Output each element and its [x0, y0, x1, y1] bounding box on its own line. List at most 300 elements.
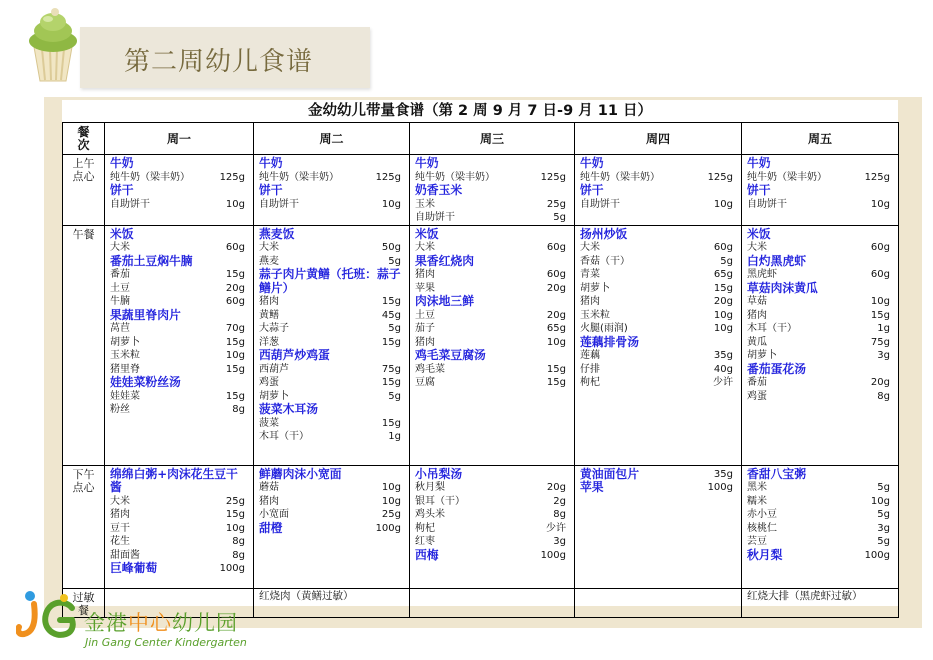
- ingredient-name: 猪肉: [259, 495, 279, 507]
- school-name: 金港中心幼儿园: [84, 611, 238, 635]
- ingredient-amount: 15g: [381, 417, 401, 429]
- ingredient-line: [259, 241, 401, 255]
- menu-cell: [254, 225, 410, 465]
- dish-line: [259, 184, 401, 198]
- dish-name: 秋月梨: [747, 547, 783, 562]
- ingredient-name: 土豆: [415, 309, 435, 321]
- ingredient-line: [110, 336, 245, 350]
- ingredient-name: 胡萝卜: [259, 390, 289, 402]
- dish-line: [259, 522, 401, 536]
- ingredient-name: 玉米: [415, 198, 435, 210]
- dish-line: [110, 309, 245, 323]
- ingredient-name: 洋葱: [259, 336, 279, 348]
- ingredient-name: 莴苣: [110, 323, 130, 334]
- ingredient-amount: 60g: [870, 242, 890, 253]
- dish-line: [110, 468, 245, 495]
- menu-sheet: [62, 100, 898, 617]
- dish-line: [110, 157, 245, 171]
- ingredient-line: [415, 508, 566, 522]
- dish-name: 绵绵白粥+肉沫花生豆干酱: [110, 466, 238, 494]
- school-english-name: Jin Gang Center Kindergarten: [85, 636, 247, 649]
- dish-line: [259, 468, 401, 482]
- ingredient-name: 小宽面: [259, 509, 289, 520]
- ingredient-name: 大米: [110, 242, 130, 253]
- ingredient-name: 豆干: [110, 522, 130, 534]
- ingredient-amount: 5g: [553, 212, 566, 223]
- ingredient-name: 猪肉: [415, 336, 435, 348]
- ingredient-amount: 10g: [870, 495, 890, 507]
- ingredient-amount: 125g: [540, 171, 566, 183]
- dish-line: [259, 403, 401, 417]
- meal-row-morning-snack: [63, 155, 899, 226]
- ingredient-name: 红枣: [415, 536, 435, 547]
- ingredient-amount: 35g: [713, 468, 733, 480]
- ingredient-name: 胡萝卜: [747, 350, 777, 361]
- ingredient-line: [110, 403, 245, 417]
- ingredient-amount: 15g: [225, 509, 245, 520]
- ingredient-line: [415, 481, 566, 495]
- menu-cell: [742, 465, 899, 588]
- dish-name: 白灼黑虎虾: [747, 253, 806, 268]
- dish-name: 菠菜木耳汤: [259, 402, 318, 416]
- ingredient-amount: 20g: [225, 282, 245, 294]
- dish-line: [259, 228, 401, 242]
- dish-name: 肉沫地三鲜: [415, 294, 474, 308]
- ingredient-amount: 10g: [713, 198, 733, 210]
- page-title: 第二周幼儿食谱: [124, 47, 314, 77]
- allergy-cell: 红烧肉（黄鳝过敏）: [254, 588, 410, 617]
- dish-line: [747, 468, 890, 482]
- ingredient-name: 自助饼干: [259, 198, 299, 210]
- ingredient-name: 猪肉: [747, 309, 767, 321]
- ingredient-name: 茄子: [415, 323, 435, 334]
- ingredient-name: 猪肉: [110, 509, 130, 520]
- dish-line: [580, 481, 733, 495]
- dish-name: 鲜蘑肉沫小宽面: [259, 466, 342, 481]
- ingredient-line: [580, 322, 733, 336]
- ingredient-name: 枸杞: [580, 377, 600, 388]
- ingredient-amount: 10g: [870, 296, 890, 307]
- dish-line: [580, 468, 733, 482]
- meal-label: 午餐: [63, 225, 105, 465]
- ingredient-amount: 1g: [388, 431, 401, 442]
- ingredient-amount: 15g: [225, 336, 245, 348]
- dish-name: 饼干: [747, 183, 771, 197]
- ingredient-amount: 125g: [707, 171, 733, 183]
- dish-line: [580, 184, 733, 198]
- dish-name: 苹果: [580, 480, 604, 494]
- ingredient-amount: 5g: [877, 509, 890, 520]
- ingredient-amount: 25g: [381, 509, 401, 520]
- ingredient-name: 豆腐: [415, 377, 435, 388]
- allergy-cell: [410, 588, 575, 617]
- ingredient-amount: 15g: [870, 309, 890, 321]
- ingredient-name: 纯牛奶（梁丰奶）: [747, 171, 827, 183]
- ingredient-amount: 15g: [546, 363, 566, 375]
- ingredient-line: [580, 241, 733, 255]
- dish-line: [415, 157, 566, 171]
- dish-name: 扬州炒饭: [580, 226, 628, 241]
- ingredient-name: 苹果: [415, 282, 435, 294]
- ingredient-line: [110, 363, 245, 377]
- ingredient-name: 青菜: [580, 269, 600, 280]
- ingredient-line: [415, 309, 566, 323]
- ingredient-name: 蘑菇: [259, 482, 279, 493]
- ingredient-name: 莲藕: [580, 350, 600, 361]
- ingredient-amount: 75g: [381, 363, 401, 375]
- ingredient-amount: 3g: [877, 350, 890, 361]
- ingredient-line: [580, 295, 733, 309]
- ingredient-name: 粉丝: [110, 404, 130, 415]
- ingredient-amount: 10g: [381, 482, 401, 493]
- dish-name: 米饭: [415, 226, 439, 241]
- ingredient-name: 银耳（干）: [415, 495, 465, 507]
- ingredient-line: [259, 363, 401, 377]
- ingredient-name: 猪肉: [259, 296, 279, 307]
- allergy-cell: 红烧大排（黑虎虾过敏）: [742, 588, 899, 617]
- ingredient-line: [259, 198, 401, 212]
- ingredient-line: [747, 535, 890, 549]
- dish-line: [747, 549, 890, 563]
- ingredient-name: 纯牛奶（梁丰奶）: [110, 171, 190, 183]
- ingredient-name: 菠菜: [259, 417, 279, 429]
- dish-line: [415, 184, 566, 198]
- dish-name: 牛奶: [415, 156, 439, 170]
- ingredient-amount: 10g: [381, 495, 401, 507]
- ingredient-amount: 35g: [713, 350, 733, 361]
- ingredient-amount: 20g: [546, 482, 566, 493]
- ingredient-amount: 125g: [375, 171, 401, 183]
- day-header: 周三: [410, 123, 575, 155]
- ingredient-line: [110, 198, 245, 212]
- ingredient-line: [259, 295, 401, 309]
- dish-name: 牛奶: [580, 156, 604, 170]
- ingredient-name: 大米: [747, 242, 767, 253]
- dish-name: 西梅: [415, 547, 439, 562]
- dish-name: 番茄土豆焖牛腩: [110, 253, 193, 268]
- menu-cell: [105, 465, 254, 588]
- dish-name: 牛奶: [747, 156, 771, 170]
- ingredient-amount: 8g: [877, 390, 890, 402]
- ingredient-name: 猪肉: [415, 269, 435, 280]
- ingredient-name: 牛腩: [110, 296, 130, 307]
- ingredient-line: [747, 508, 890, 522]
- ingredient-line: [747, 198, 890, 212]
- ingredient-amount: 40g: [713, 363, 733, 375]
- ingredient-line: [580, 376, 733, 390]
- dish-name: 米饭: [747, 226, 771, 241]
- dish-line: [110, 228, 245, 242]
- ingredient-amount: 少许: [546, 522, 566, 534]
- dish-line: [110, 255, 245, 269]
- ingredient-name: 秋月梨: [415, 482, 445, 493]
- ingredient-amount: 100g: [707, 482, 733, 493]
- ingredient-name: 黄瓜: [747, 336, 767, 348]
- ingredient-name: 大米: [110, 495, 130, 507]
- ingredient-line: [747, 390, 890, 404]
- ingredient-name: 核桃仁: [747, 522, 777, 534]
- day-header: 周五: [742, 123, 899, 155]
- ingredient-line: [259, 430, 401, 444]
- ingredient-name: 仔排: [580, 363, 600, 375]
- cupcake-icon: [24, 3, 82, 83]
- ingredient-line: [259, 390, 401, 404]
- dish-line: [415, 228, 566, 242]
- ingredient-line: [259, 322, 401, 336]
- ingredient-amount: 100g: [219, 563, 245, 574]
- dish-name: 西葫芦炒鸡蛋: [259, 348, 330, 362]
- ingredient-name: 赤小豆: [747, 509, 777, 520]
- dish-name: 果香红烧肉: [415, 253, 474, 268]
- ingredient-amount: 100g: [375, 522, 401, 534]
- dish-line: [747, 184, 890, 198]
- ingredient-amount: 45g: [381, 309, 401, 321]
- ingredient-name: 鸡蛋: [747, 390, 767, 402]
- dish-name: 番茄蛋花汤: [747, 361, 806, 376]
- dish-name: 小吊梨汤: [415, 466, 463, 481]
- ingredient-line: [415, 363, 566, 377]
- ingredient-amount: 60g: [225, 296, 245, 307]
- ingredient-amount: 10g: [225, 350, 245, 361]
- ingredient-line: [110, 495, 245, 509]
- dish-name: 草菇肉沫黄瓜: [747, 280, 818, 295]
- ingredient-amount: 5g: [877, 536, 890, 547]
- header-row: [63, 123, 899, 155]
- ingredient-line: [110, 282, 245, 296]
- ingredient-line: [415, 322, 566, 336]
- ingredient-line: [747, 241, 890, 255]
- menu-cell: [742, 225, 899, 465]
- menu-table-title: 金幼幼儿带量食谱（第 2 周 9 月 7 日-9 月 11 日）: [308, 103, 652, 119]
- ingredient-amount: 10g: [713, 323, 733, 334]
- ingredient-amount: 20g: [546, 309, 566, 321]
- ingredient-amount: 15g: [225, 363, 245, 375]
- dish-line: [259, 349, 401, 363]
- ingredient-name: 自助饼干: [747, 198, 787, 210]
- ingredient-amount: 60g: [546, 269, 566, 280]
- ingredient-name: 自助饼干: [415, 212, 455, 223]
- ingredient-line: [580, 268, 733, 282]
- ingredient-name: 土豆: [110, 282, 130, 294]
- ingredient-name: 娃娃菜: [110, 390, 140, 402]
- ingredient-line: [415, 376, 566, 390]
- ingredient-line: [415, 211, 566, 225]
- dish-name: 娃娃菜粉丝汤: [110, 375, 181, 389]
- ingredient-amount: 5g: [388, 323, 401, 334]
- ingredient-amount: 2g: [553, 495, 566, 507]
- day-header: 周一: [105, 123, 254, 155]
- title-banner: [80, 27, 370, 88]
- ingredient-amount: 60g: [713, 242, 733, 253]
- ingredient-name: 黑米: [747, 482, 767, 493]
- ingredient-amount: 15g: [381, 296, 401, 307]
- ingredient-amount: 10g: [870, 198, 890, 210]
- ingredient-amount: 3g: [877, 522, 890, 534]
- ingredient-name: 鸡头米: [415, 509, 445, 520]
- menu-cell: [105, 225, 254, 465]
- dish-line: [747, 228, 890, 242]
- jg-logo-icon: [16, 590, 80, 642]
- ingredient-amount: 20g: [870, 377, 890, 388]
- menu-cell: [742, 155, 899, 226]
- ingredient-line: [747, 322, 890, 336]
- menu-cell: [575, 155, 742, 226]
- ingredient-amount: 70g: [225, 323, 245, 334]
- ingredient-name: 番茄: [110, 269, 130, 280]
- dish-name: 牛奶: [110, 156, 134, 170]
- dish-line: [415, 349, 566, 363]
- ingredient-line: [415, 522, 566, 536]
- ingredient-amount: 50g: [381, 242, 401, 253]
- ingredient-name: 黄鳝: [259, 309, 279, 321]
- dish-name: 鸡毛菜豆腐汤: [415, 348, 486, 362]
- ingredient-amount: 125g: [864, 171, 890, 183]
- day-header: 周二: [254, 123, 410, 155]
- dish-name: 蒜子肉片黄鳝（托班：蒜子鳝片）: [259, 267, 401, 295]
- dish-line: [259, 268, 401, 295]
- ingredient-line: [415, 171, 566, 185]
- ingredient-amount: 25g: [546, 198, 566, 210]
- dish-line: [747, 282, 890, 296]
- dish-line: [259, 157, 401, 171]
- ingredient-amount: 10g: [546, 336, 566, 348]
- ingredient-line: [259, 309, 401, 323]
- ingredient-amount: 5g: [720, 255, 733, 267]
- ingredient-line: [747, 376, 890, 390]
- ingredient-amount: 125g: [219, 171, 245, 183]
- ingredient-name: 木耳（干）: [259, 431, 309, 442]
- dish-name: 巨峰葡萄: [110, 561, 158, 575]
- ingredient-name: 纯牛奶（梁丰奶）: [580, 171, 660, 183]
- ingredient-amount: 20g: [546, 282, 566, 294]
- dish-name: 香甜八宝粥: [747, 466, 806, 481]
- ingredient-line: [259, 376, 401, 390]
- dish-name: 饼干: [110, 183, 134, 197]
- ingredient-line: [415, 268, 566, 282]
- ingredient-amount: 8g: [553, 509, 566, 520]
- ingredient-amount: 5g: [388, 255, 401, 267]
- ingredient-name: 纯牛奶（梁丰奶）: [259, 171, 339, 183]
- ingredient-amount: 75g: [870, 336, 890, 348]
- ingredient-line: [110, 295, 245, 309]
- ingredient-name: 木耳（干）: [747, 323, 797, 334]
- dish-line: [747, 157, 890, 171]
- dish-line: [580, 157, 733, 171]
- ingredient-name: 火腿(雨润): [580, 323, 628, 334]
- ingredient-amount: 10g: [225, 198, 245, 210]
- ingredient-line: [747, 295, 890, 309]
- ingredient-amount: 8g: [232, 404, 245, 415]
- ingredient-amount: 100g: [864, 549, 890, 561]
- ingredient-line: [259, 336, 401, 350]
- ingredient-line: [110, 241, 245, 255]
- menu-cell: [105, 155, 254, 226]
- ingredient-amount: 15g: [381, 336, 401, 348]
- ingredient-amount: 5g: [877, 482, 890, 493]
- meal-row-afternoon-snack: [63, 465, 899, 588]
- dish-name: 黄油面包片: [580, 466, 639, 481]
- ingredient-amount: 少许: [713, 377, 733, 388]
- ingredient-name: 猪肉: [580, 296, 600, 307]
- ingredient-amount: 8g: [232, 549, 245, 561]
- ingredient-name: 大米: [415, 242, 435, 253]
- ingredient-name: 自助饼干: [110, 198, 150, 210]
- dish-line: [580, 228, 733, 242]
- ingredient-line: [580, 349, 733, 363]
- ingredient-line: [580, 255, 733, 269]
- ingredient-name: 枸杞: [415, 522, 435, 534]
- ingredient-line: [259, 508, 401, 522]
- ingredient-line: [580, 198, 733, 212]
- ingredient-line: [580, 309, 733, 323]
- ingredient-name: 猪里脊: [110, 363, 140, 375]
- ingredient-line: [110, 268, 245, 282]
- ingredient-line: [259, 495, 401, 509]
- ingredient-name: 大米: [259, 242, 279, 253]
- ingredient-amount: 60g: [870, 269, 890, 280]
- ingredient-name: 甜面酱: [110, 549, 140, 561]
- ingredient-amount: 15g: [225, 269, 245, 280]
- meal-label: 过敏餐: [63, 588, 105, 617]
- dish-name: 果蔬里脊肉片: [110, 307, 181, 322]
- ingredient-line: [259, 255, 401, 269]
- ingredient-line: [747, 336, 890, 350]
- ingredient-name: 大蒜子: [259, 323, 289, 334]
- ingredient-line: [110, 171, 245, 185]
- ingredient-line: [580, 282, 733, 296]
- ingredient-line: [747, 495, 890, 509]
- ingredient-amount: 65g: [713, 269, 733, 280]
- ingredient-name: 香菇（干）: [580, 255, 630, 267]
- dish-name: 莲藕排骨汤: [580, 334, 639, 349]
- ingredient-line: [110, 508, 245, 522]
- menu-cell: [410, 155, 575, 226]
- ingredient-name: 鸡毛菜: [415, 363, 445, 375]
- ingredient-name: 自助饼干: [580, 198, 620, 210]
- ingredient-name: 玉米粒: [110, 350, 140, 361]
- dish-line: [415, 468, 566, 482]
- ingredient-name: 番茄: [747, 377, 767, 388]
- ingredient-amount: 5g: [388, 390, 401, 402]
- ingredient-amount: 60g: [225, 242, 245, 253]
- dish-name: 燕麦饭: [259, 226, 295, 241]
- ingredient-name: 大米: [580, 242, 600, 253]
- ingredient-line: [415, 535, 566, 549]
- ingredient-line: [747, 309, 890, 323]
- ingredient-line: [415, 198, 566, 212]
- ingredient-name: 胡萝卜: [110, 336, 140, 348]
- dish-name: 奶香玉米: [415, 183, 463, 197]
- ingredient-line: [259, 171, 401, 185]
- dish-name: 饼干: [580, 183, 604, 197]
- ingredient-line: [415, 241, 566, 255]
- dish-line: [415, 255, 566, 269]
- day-header: 周四: [575, 123, 742, 155]
- ingredient-amount: 25g: [225, 495, 245, 507]
- ingredient-name: 芸豆: [747, 536, 767, 547]
- ingredient-amount: 100g: [540, 549, 566, 561]
- ingredient-line: [747, 349, 890, 363]
- corner-header: [63, 123, 105, 155]
- ingredient-amount: 10g: [381, 198, 401, 210]
- ingredient-name: 糯米: [747, 495, 767, 507]
- menu-cell: [410, 465, 575, 588]
- ingredient-line: [259, 481, 401, 495]
- dish-name: 甜橙: [259, 520, 283, 535]
- ingredient-line: [747, 522, 890, 536]
- dish-line: [580, 336, 733, 350]
- ingredient-name: 胡萝卜: [580, 282, 610, 294]
